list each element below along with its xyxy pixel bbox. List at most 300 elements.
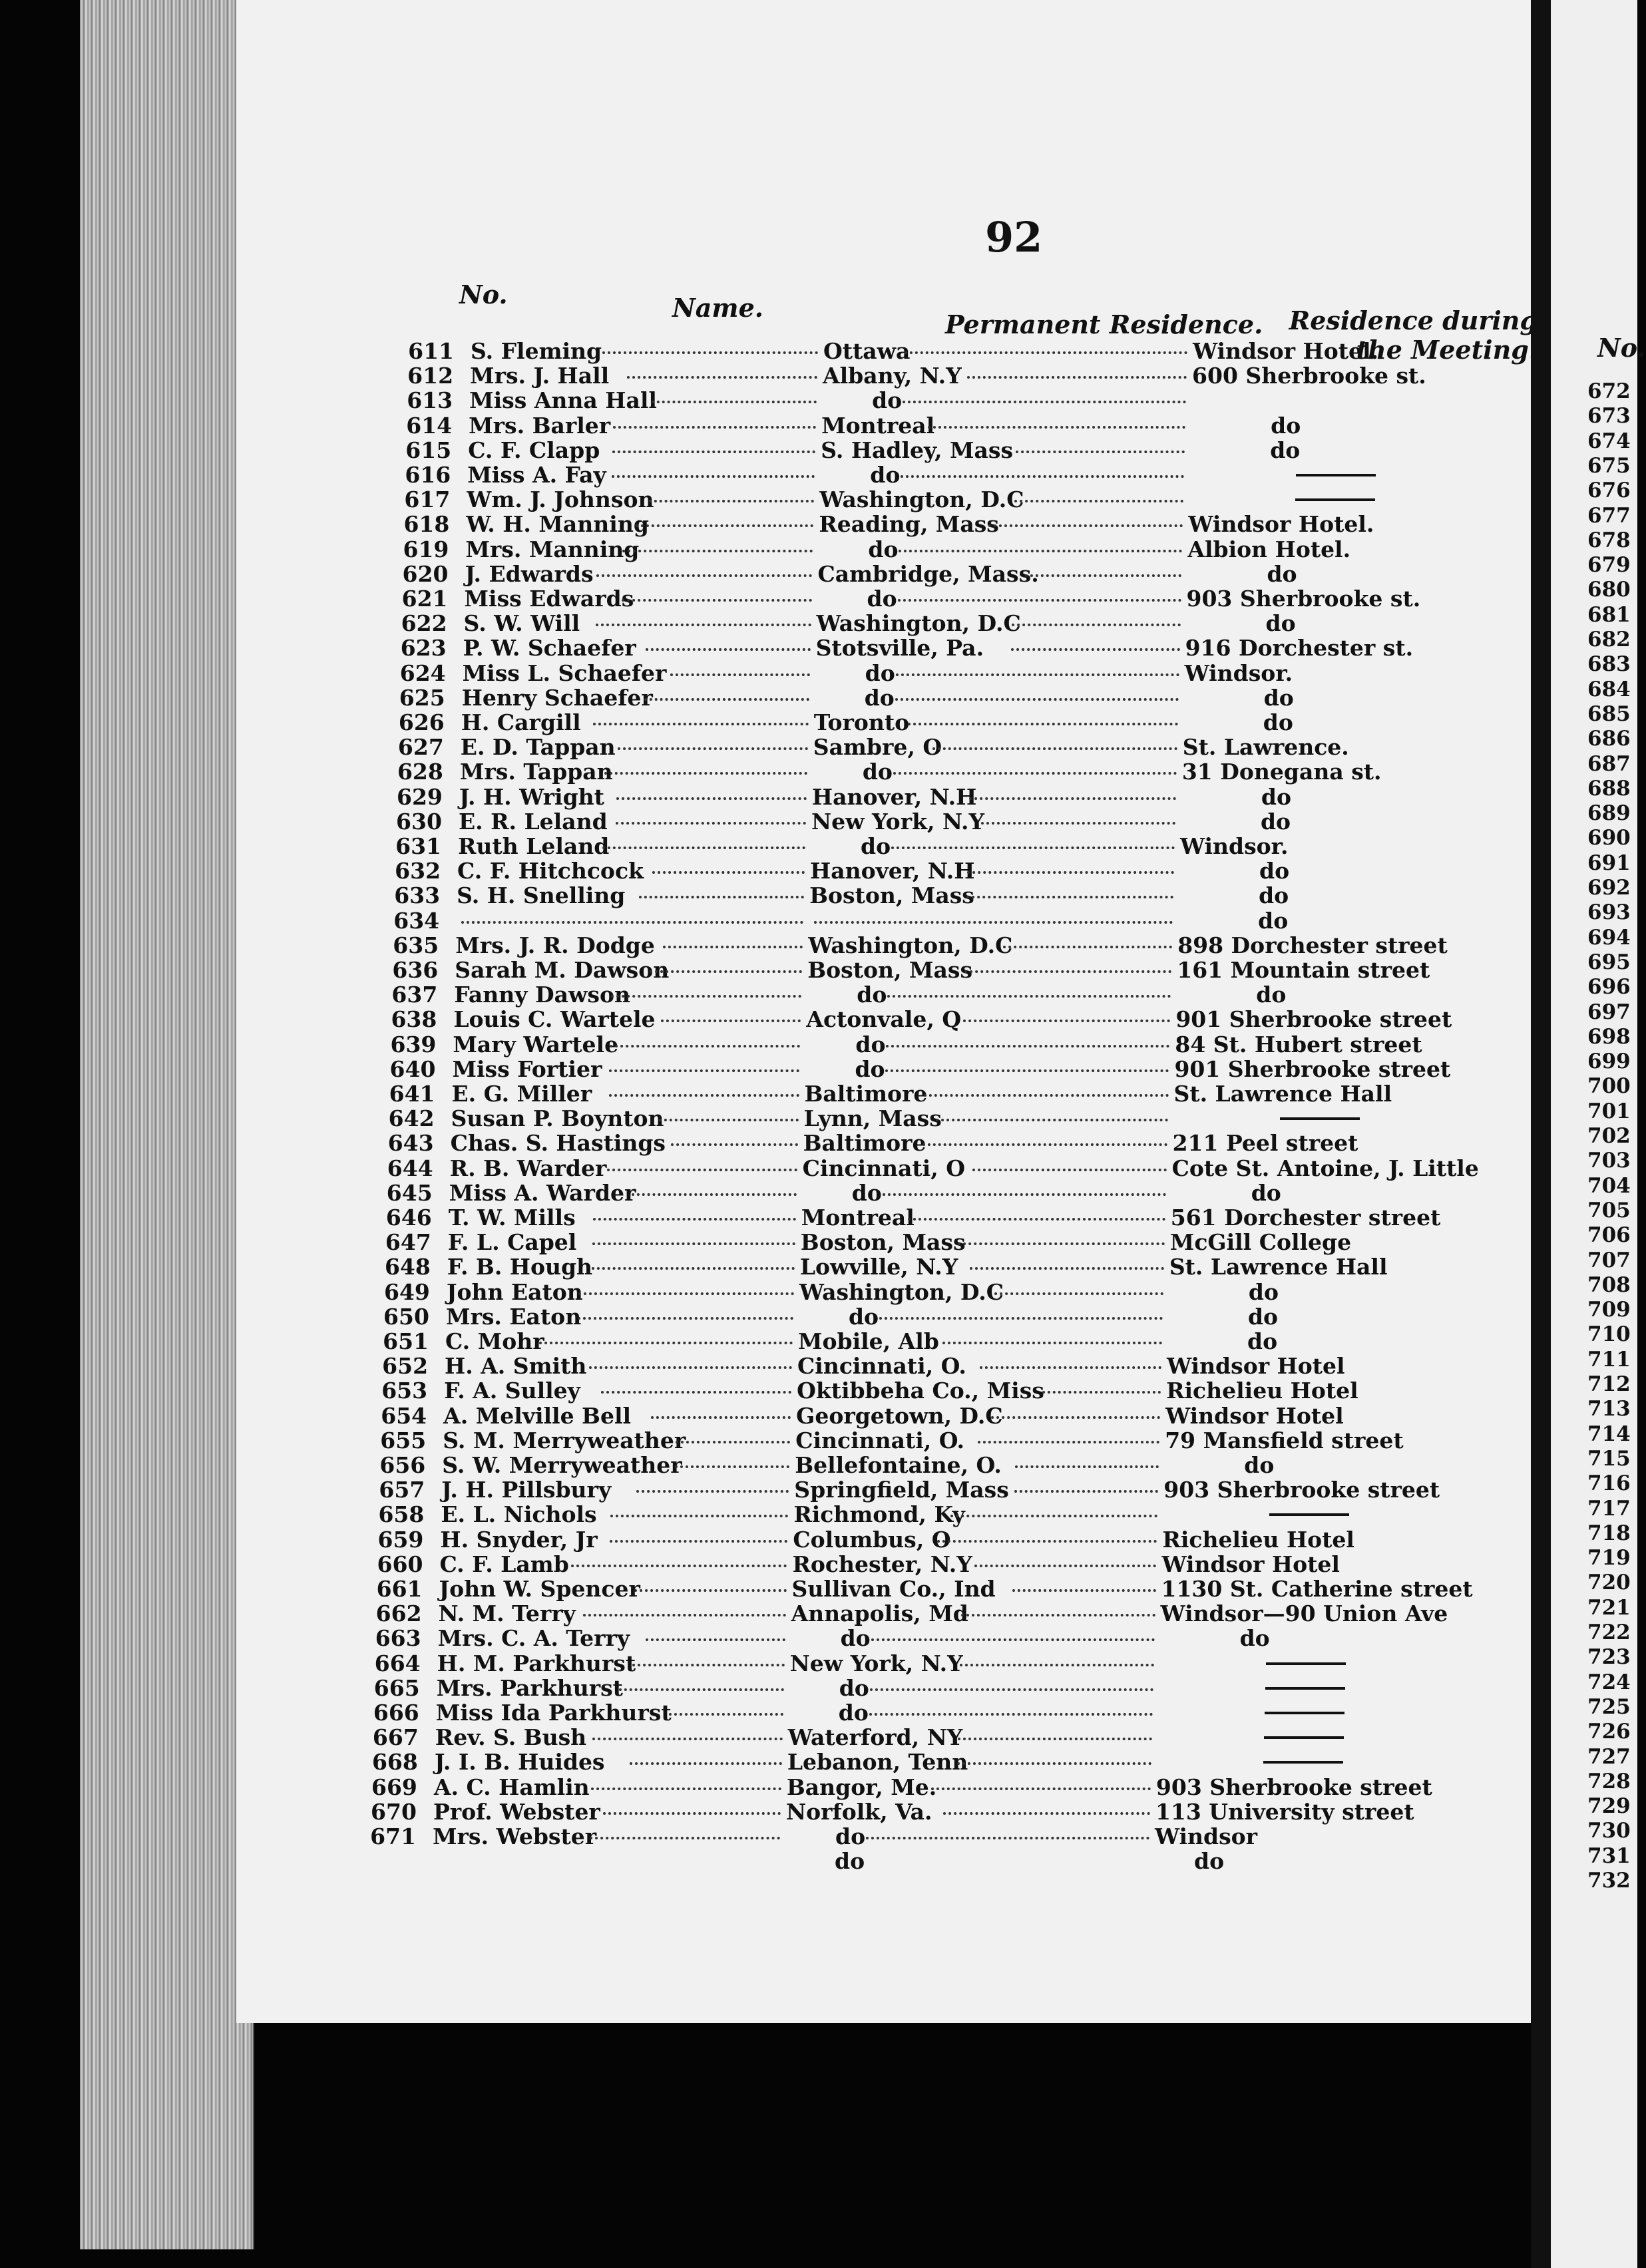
leader-dots (870, 1686, 1153, 1691)
permanent-residence: Columbus, O (793, 1526, 951, 1553)
permanent-residence: Bangor, Me. (786, 1774, 937, 1800)
member-number: 651 (383, 1328, 429, 1354)
member-number: 660 (377, 1551, 423, 1577)
member-name: Mary Wartele (453, 1031, 619, 1057)
facing-page-number: 682 (1587, 628, 1631, 652)
facing-page-number: 688 (1587, 776, 1631, 801)
member-number: 650 (383, 1303, 429, 1330)
facing-page-number: 689 (1587, 801, 1631, 826)
facing-page-number: 704 (1587, 1173, 1631, 1198)
leader-dots (924, 1091, 1169, 1097)
leader-dots (1014, 497, 1183, 502)
meeting-residence: 903 Sherbrooke street (1155, 1774, 1432, 1800)
member-row (385, 1205, 1517, 1230)
meeting-residence: do (1256, 982, 1287, 1008)
facing-page-number: 708 (1587, 1272, 1631, 1297)
member-number: 643 (387, 1130, 434, 1157)
facing-page-number: 679 (1587, 553, 1631, 578)
member-row (399, 685, 1530, 710)
meeting-residence: Richelieu Hotel (1166, 1378, 1358, 1404)
permanent-residence: Boston, Mass (807, 957, 973, 983)
member-name: John W. Spencer (439, 1576, 640, 1602)
leader-dots (936, 1116, 1168, 1121)
member-row (391, 957, 1523, 982)
leader-dots (639, 893, 804, 898)
member-name: Miss Ida Parkhurst (435, 1700, 672, 1726)
leader-dots (612, 448, 815, 453)
facing-page-number: 693 (1587, 900, 1631, 925)
member-row (371, 1774, 1502, 1799)
member-name: Chas. S. Hastings (450, 1130, 666, 1157)
leader-dots (974, 1562, 1156, 1567)
member-name: A. C. Hamlin (433, 1774, 590, 1800)
member-row (403, 486, 1535, 512)
leader-dots (1015, 1463, 1159, 1468)
facing-page-number: 691 (1587, 850, 1631, 875)
leader-dots (970, 1264, 1164, 1270)
leader-dots (644, 695, 809, 701)
meeting-residence: Windsor Hotel (1167, 1353, 1345, 1380)
meeting-residence: do (1251, 1179, 1281, 1206)
permanent-residence: do (870, 462, 901, 488)
member-number: 630 (396, 808, 442, 835)
blank-entry-rule (1295, 498, 1375, 501)
leader-dots (883, 1191, 1166, 1196)
member-number: 649 (384, 1278, 430, 1305)
leader-dots (895, 695, 1179, 701)
member-number: 636 (392, 957, 439, 983)
meeting-residence: do (1247, 1328, 1278, 1354)
facing-page-number: 718 (1587, 1521, 1631, 1545)
member-row (379, 1452, 1510, 1477)
permanent-residence: Cincinnati, O (802, 1155, 965, 1181)
leader-dots (1025, 572, 1181, 577)
permanent-residence: Toronto (813, 709, 910, 735)
permanent-residence: Waterford, NY (787, 1724, 963, 1751)
leader-dots (908, 720, 1178, 725)
meeting-residence: do (1244, 1452, 1275, 1478)
member-name: Mrs. Webster (433, 1823, 597, 1849)
facing-page-number: 717 (1587, 1496, 1631, 1521)
member-name: Miss Fortier (452, 1055, 602, 1082)
facing-page-number: 677 (1587, 503, 1631, 528)
meeting-residence: do (1267, 560, 1297, 587)
facing-page-number: 705 (1587, 1198, 1631, 1223)
leader-dots (669, 1710, 783, 1716)
member-row (386, 1180, 1518, 1205)
member-row (405, 437, 1536, 463)
member-name: Rev. S. Bush (435, 1724, 587, 1751)
member-name: Prof. Webster (433, 1798, 600, 1825)
leader-dots (670, 671, 810, 676)
member-row (395, 833, 1526, 858)
facing-page-number: 719 (1587, 1546, 1631, 1571)
meeting-residence: Windsor—90 Union Ave (1160, 1601, 1448, 1627)
leader-dots (646, 1636, 785, 1641)
member-number: 656 (379, 1452, 426, 1478)
member-number: 655 (380, 1427, 427, 1453)
facing-page-number: 702 (1587, 1124, 1631, 1148)
leader-dots (1012, 621, 1181, 626)
leader-dots (978, 1438, 1159, 1443)
leader-dots (616, 819, 806, 825)
facing-page-number: 730 (1587, 1819, 1631, 1843)
leader-dots (590, 1834, 780, 1839)
member-row (402, 536, 1534, 562)
facing-page-number: 721 (1587, 1595, 1631, 1620)
leader-dots (931, 1785, 1151, 1790)
permanent-residence: do (838, 1700, 869, 1726)
facing-page-number: 696 (1587, 975, 1631, 1000)
blank-entry-rule (1269, 1513, 1349, 1516)
member-name: Susan P. Boynton (451, 1105, 664, 1132)
member-number: 639 (390, 1031, 437, 1057)
member-name: Mrs. Manning (465, 536, 640, 562)
member-name: S. Fleming (471, 338, 602, 364)
permanent-residence: do (872, 387, 903, 414)
leader-dots (659, 1116, 799, 1121)
permanent-residence: do (851, 1179, 882, 1206)
member-row (393, 882, 1525, 908)
leader-dots (1016, 448, 1185, 453)
leader-dots (583, 1611, 786, 1616)
meeting-residence: St. Lawrence. (1182, 734, 1349, 761)
leader-dots (671, 1141, 798, 1146)
member-number: 629 (397, 783, 443, 810)
leader-dots (967, 868, 1174, 874)
member-name: Miss A. Warder (449, 1179, 636, 1206)
member-number: 642 (388, 1105, 435, 1132)
meeting-residence: do (1248, 1278, 1279, 1305)
facing-page-number: 709 (1587, 1298, 1631, 1322)
leader-dots (908, 1215, 1165, 1221)
facing-page-number: 724 (1587, 1670, 1631, 1694)
facing-page-number: 690 (1587, 826, 1631, 850)
member-number: 637 (391, 982, 438, 1008)
facing-page-number: 711 (1587, 1347, 1631, 1372)
member-row (403, 511, 1534, 536)
member-name: E. L. Nichols (441, 1501, 597, 1528)
member-row (407, 338, 1539, 363)
member-number: 640 (389, 1055, 436, 1082)
meeting-residence: Windsor Hotel. (1193, 338, 1379, 364)
meeting-residence: 901 Sherbrooke street (1175, 1006, 1452, 1033)
meeting-residence: Albion Hotel. (1187, 536, 1351, 562)
leader-dots (630, 1760, 782, 1765)
facing-page-number: 714 (1587, 1421, 1631, 1446)
permanent-residence: do (867, 586, 897, 612)
leader-dots (661, 1017, 801, 1022)
leader-dots (652, 868, 805, 874)
member-name: J. H. Wright (459, 783, 604, 810)
leader-dots (604, 769, 807, 775)
member-name: Sarah M. Dawson (455, 957, 670, 983)
member-row (376, 1551, 1508, 1577)
member-row (380, 1403, 1512, 1428)
permanent-residence: Sullivan Co., Ind (791, 1576, 996, 1602)
member-row (395, 809, 1527, 834)
leader-dots (980, 1364, 1161, 1369)
permanent-residence: Washington, D.C (819, 486, 1024, 513)
leader-dots (578, 1314, 793, 1320)
permanent-residence: do (839, 1674, 869, 1701)
member-number: 652 (382, 1353, 429, 1380)
leader-dots (651, 1414, 791, 1419)
leader-dots (650, 968, 802, 973)
member-number: 645 (386, 1179, 433, 1206)
facing-page-number: 716 (1587, 1471, 1631, 1496)
permanent-residence: do (864, 684, 895, 711)
permanent-residence: Baltimore (803, 1130, 926, 1157)
leader-dots (896, 671, 1179, 676)
leader-dots (972, 1166, 1167, 1171)
member-row (387, 1130, 1519, 1155)
permanent-residence: Cincinnati, O. (795, 1427, 965, 1453)
leader-dots (898, 596, 1181, 602)
member-row (382, 1328, 1514, 1354)
leader-dots (958, 1240, 1165, 1245)
meeting-residence: do (1263, 709, 1293, 735)
facing-page-number: 695 (1587, 950, 1631, 974)
permanent-residence: Washington, D.C (799, 1278, 1004, 1305)
leader-dots (609, 1067, 799, 1072)
member-name: Mrs. Barler (469, 412, 611, 439)
leader-dots (1042, 1388, 1161, 1394)
meeting-residence: do (1247, 1303, 1279, 1330)
member-row (399, 660, 1531, 685)
member-name: Louis C. Wartele (453, 1006, 656, 1033)
facing-page-number: 727 (1587, 1744, 1631, 1769)
blank-entry-rule (1296, 474, 1376, 476)
facing-page-number: 703 (1587, 1149, 1631, 1173)
facing-page-number: 707 (1587, 1248, 1631, 1272)
facing-page-number: 731 (1587, 1843, 1631, 1868)
leader-dots (610, 1537, 787, 1543)
permanent-residence: Cambridge, Mass. (817, 560, 1039, 587)
member-row (370, 1799, 1502, 1824)
meeting-residence: do (1271, 412, 1301, 439)
permanent-residence: Sambre, O (813, 734, 942, 761)
member-row (377, 1501, 1509, 1527)
leader-dots (603, 1809, 781, 1815)
leader-dots (969, 795, 1176, 800)
leader-dots (601, 1388, 791, 1394)
member-number: 627 (397, 734, 444, 761)
facing-page-number: 723 (1587, 1645, 1631, 1670)
leader-dots (1012, 1587, 1156, 1592)
header-no-facing-page: No. (1597, 333, 1646, 363)
permanent-residence: do (840, 1625, 871, 1652)
member-name: J. Edwards (465, 560, 594, 587)
permanent-residence: Stotsville, Pa. (815, 635, 984, 662)
permanent-residence: New York, N.Y (811, 808, 985, 835)
leader-dots (869, 1710, 1153, 1716)
leader-dots (981, 819, 1175, 825)
leader-dots (814, 918, 1173, 924)
member-name: C. Mohr (445, 1328, 544, 1354)
member-name: Miss Anna Hall (469, 387, 657, 414)
leader-dots (622, 547, 813, 552)
meeting-residence: St. Lawrence Hall (1173, 1081, 1392, 1107)
facing-page-number: 676 (1587, 478, 1631, 503)
leader-dots (866, 1834, 1149, 1839)
member-name: S. W. Merryweather (442, 1452, 682, 1478)
leader-dots (634, 1587, 787, 1592)
member-row (389, 1081, 1520, 1106)
member-number: 659 (377, 1526, 424, 1553)
leader-dots (663, 943, 803, 948)
permanent-residence: Washington, D.C (808, 932, 1013, 958)
leader-dots (610, 1512, 788, 1517)
facing-page-number: 684 (1587, 677, 1631, 701)
leader-dots (627, 373, 817, 379)
facing-page-number: 713 (1587, 1397, 1631, 1421)
facing-page-number: 725 (1587, 1694, 1631, 1719)
meeting-residence: 561 Dorchester street (1170, 1205, 1441, 1230)
member-name: C. F. Hitchcock (457, 858, 644, 884)
member-name: T. W. Mills (448, 1205, 576, 1230)
leader-dots (649, 497, 814, 502)
facing-page-number: 681 (1587, 602, 1631, 627)
leader-dots (943, 1809, 1150, 1815)
leader-dots (961, 1611, 1155, 1616)
facing-page-number: 673 (1587, 404, 1631, 429)
leader-dots (675, 1463, 789, 1468)
member-number: 644 (387, 1155, 433, 1181)
leader-dots (612, 472, 815, 478)
meeting-residence: do (1259, 858, 1290, 884)
leader-dots (646, 646, 811, 651)
permanent-residence: S. Hadley, Mass (821, 437, 1014, 463)
meeting-residence: do (1270, 437, 1301, 463)
meeting-residence: 903 Sherbrooke street (1163, 1477, 1440, 1503)
leader-dots (903, 398, 1186, 403)
member-name: Mrs. J. Hall (470, 363, 610, 389)
permanent-residence: do (848, 1303, 879, 1330)
leader-dots (1011, 646, 1180, 651)
permanent-residence: do (835, 1823, 866, 1849)
member-number: 665 (373, 1674, 420, 1701)
permanent-residence: Oktibbeha Co., Miss (797, 1378, 1044, 1404)
member-number: 648 (384, 1254, 431, 1280)
member-number: 654 (381, 1402, 427, 1429)
permanent-residence: do (857, 982, 887, 1008)
facing-page-number: 728 (1587, 1769, 1631, 1794)
leader-dots (596, 621, 811, 626)
member-name: F. L. Capel (447, 1229, 577, 1256)
member-row (378, 1477, 1510, 1502)
meeting-residence: do (1258, 907, 1289, 934)
permanent-residence: Richmond, Ky (793, 1501, 965, 1528)
member-name: Mrs. Eaton (445, 1303, 582, 1330)
facing-page-number: 680 (1587, 578, 1631, 602)
member-row (389, 1032, 1521, 1057)
leader-dots (988, 522, 1183, 527)
member-name: H. Cargill (461, 709, 581, 735)
meeting-residence: 113 University street (1155, 1798, 1414, 1825)
leader-dots (613, 423, 816, 429)
member-name: Fanny Dawson (454, 982, 630, 1008)
leader-dots (928, 423, 1185, 429)
member-name: S. H. Snelling (457, 882, 626, 909)
member-name: Miss Edwards (464, 586, 634, 612)
member-name: A. Melville Bell (443, 1402, 632, 1429)
member-row (387, 1155, 1518, 1181)
facing-page-number: 710 (1587, 1322, 1631, 1347)
member-row (406, 387, 1538, 413)
facing-page-number: 722 (1587, 1620, 1631, 1644)
leader-dots (966, 893, 1173, 898)
member-name: C. F. Lamb (439, 1551, 569, 1577)
member-row (398, 709, 1530, 735)
member-number: 646 (385, 1205, 432, 1230)
member-number: 653 (381, 1378, 428, 1404)
member-row (407, 363, 1538, 388)
member-name: Miss L. Schaefer (462, 660, 667, 686)
member-name: John Eaton (446, 1278, 583, 1305)
member-number: 631 (395, 833, 441, 859)
member-name: Mrs. C. A. Terry (437, 1625, 630, 1652)
member-row (400, 635, 1532, 660)
facing-page-number: 701 (1587, 1099, 1631, 1123)
member-number: 616 (405, 462, 451, 488)
member-number: 626 (398, 709, 445, 735)
meeting-residence: 901 Sherbrooke street (1174, 1055, 1451, 1082)
member-number: 662 (375, 1601, 422, 1627)
leader-dots (593, 720, 809, 725)
member-row (377, 1527, 1508, 1552)
member-number: 612 (407, 363, 454, 389)
leader-dots (592, 1240, 795, 1245)
member-number: 664 (374, 1650, 421, 1676)
leader-dots (609, 1091, 799, 1097)
member-name: S. M. Merryweather (443, 1427, 686, 1453)
member-row (375, 1601, 1507, 1626)
leader-dots (592, 1264, 795, 1270)
leader-dots (994, 1290, 1163, 1295)
facing-page-number: 700 (1587, 1074, 1631, 1099)
leader-dots (602, 349, 818, 354)
leader-dots (964, 968, 1171, 973)
leader-dots (1014, 1487, 1158, 1493)
meeting-residence: 600 Sherbrooke st. (1192, 363, 1426, 389)
leader-dots (893, 769, 1177, 775)
member-name: E. G. Miller (451, 1081, 592, 1107)
leader-dots (885, 1067, 1169, 1072)
meeting-residence: Windsor. (1180, 833, 1289, 859)
permanent-residence: Ottawa (823, 338, 911, 364)
member-name: J. H. Pillsbury (441, 1477, 612, 1503)
leader-dots (632, 1661, 785, 1666)
member-name: F. B. Hough (447, 1254, 593, 1280)
leader-dots (923, 1141, 1167, 1146)
facing-page-number: 720 (1587, 1571, 1631, 1595)
member-number: 625 (399, 684, 445, 711)
member-number: 615 (405, 437, 452, 463)
meeting-residence: 898 Dorchester street (1177, 932, 1448, 958)
member-row (383, 1279, 1515, 1304)
member-number: 611 (408, 338, 454, 364)
leader-dots (539, 1339, 793, 1344)
meeting-residence: 1130 St. Catherine street (1161, 1576, 1473, 1602)
header-residence-during-meeting: Residence during the Meeting. (1289, 305, 1538, 365)
facing-page-number: 687 (1587, 751, 1631, 776)
member-name: W. H. Manning (466, 511, 649, 538)
blank-entry-rule (1263, 1761, 1343, 1764)
member-row (394, 858, 1526, 883)
member-number: 669 (371, 1774, 417, 1800)
permanent-residence: Albany, N.Y (823, 363, 962, 389)
